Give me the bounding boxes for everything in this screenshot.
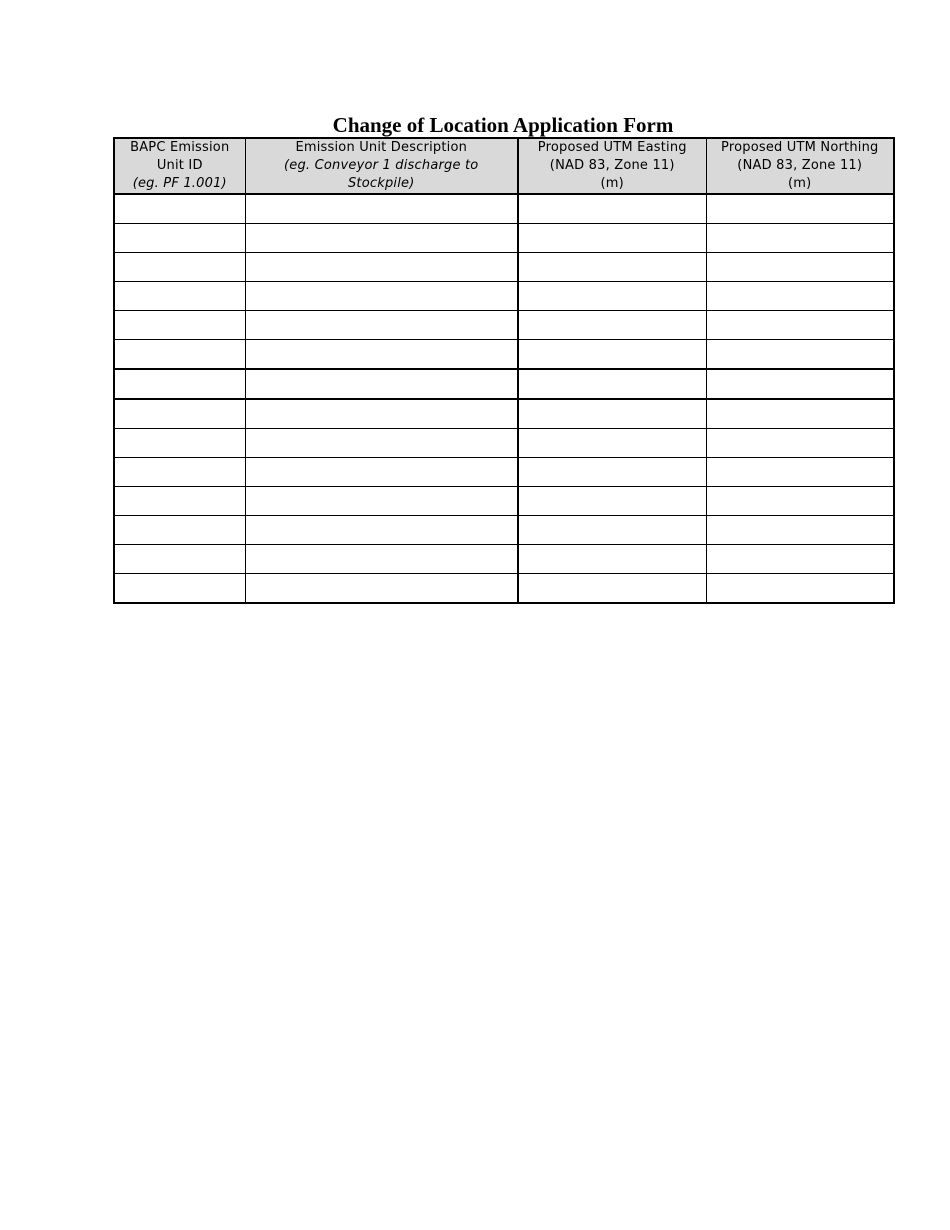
cell-northing[interactable] [706,429,894,458]
header-northing-line-2: (NAD 83, Zone 11) [737,158,863,173]
table-row [114,369,894,399]
cell-northing[interactable] [706,545,894,574]
cell-easting[interactable] [518,311,706,340]
cell-northing[interactable] [706,458,894,487]
cell-northing[interactable] [706,194,894,224]
cell-northing[interactable] [706,369,894,399]
cell-unit-id[interactable] [114,311,245,340]
table-row [114,574,894,604]
cell-easting[interactable] [518,458,706,487]
cell-easting[interactable] [518,282,706,311]
cell-easting[interactable] [518,399,706,429]
cell-unit-id[interactable] [114,516,245,545]
cell-description[interactable] [245,487,518,516]
cell-description[interactable] [245,253,518,282]
header-row [114,138,894,194]
cell-description[interactable] [245,399,518,429]
header-description [245,138,518,194]
header-unit-id-line-1: BAPC Emission [130,140,230,155]
header-northing [706,138,894,194]
table-row [114,516,894,545]
cell-unit-id[interactable] [114,429,245,458]
header-easting-line-3: (m) [600,176,624,191]
header-northing-line-1: Proposed UTM Northing [721,140,879,155]
cell-unit-id[interactable] [114,458,245,487]
cell-description[interactable] [245,311,518,340]
cell-description[interactable] [245,340,518,370]
table-row [114,253,894,282]
cell-unit-id[interactable] [114,282,245,311]
header-description-line-1: Emission Unit Description [295,140,468,155]
cell-northing[interactable] [706,224,894,253]
cell-unit-id[interactable] [114,574,245,604]
cell-easting[interactable] [518,340,706,370]
cell-northing[interactable] [706,516,894,545]
cell-easting[interactable] [518,369,706,399]
cell-northing[interactable] [706,340,894,370]
cell-unit-id[interactable] [114,545,245,574]
cell-northing[interactable] [706,487,894,516]
cell-easting[interactable] [518,516,706,545]
cell-description[interactable] [245,458,518,487]
table-row [114,311,894,340]
table-row [114,340,894,370]
header-unit-id-line-2: Unit ID [156,158,203,173]
cell-unit-id[interactable] [114,253,245,282]
cell-easting[interactable] [518,429,706,458]
cell-northing[interactable] [706,253,894,282]
cell-unit-id[interactable] [114,369,245,399]
header-northing-line-3: (m) [788,176,812,191]
cell-unit-id[interactable] [114,340,245,370]
cell-unit-id[interactable] [114,194,245,224]
cell-description[interactable] [245,574,518,604]
header-unit-id [114,138,245,194]
cell-description[interactable] [245,224,518,253]
header-easting [518,138,706,194]
cell-description[interactable] [245,194,518,224]
cell-description[interactable] [245,282,518,311]
cell-easting[interactable] [518,194,706,224]
header-unit-id-example: (eg. PF 1.001) [132,176,227,191]
cell-easting[interactable] [518,574,706,604]
cell-easting[interactable] [518,545,706,574]
table-row [114,224,894,253]
table-row [114,399,894,429]
table-body [114,194,894,603]
cell-description[interactable] [245,429,518,458]
cell-unit-id[interactable] [114,487,245,516]
header-easting-line-2: (NAD 83, Zone 11) [549,158,675,173]
cell-northing[interactable] [706,399,894,429]
cell-easting[interactable] [518,487,706,516]
cell-northing[interactable] [706,282,894,311]
cell-northing[interactable] [706,311,894,340]
table-row [114,545,894,574]
cell-description[interactable] [245,545,518,574]
cell-description[interactable] [245,369,518,399]
cell-easting[interactable] [518,224,706,253]
location-table [113,137,895,604]
table-row [114,429,894,458]
table-row [114,487,894,516]
header-description-example: (eg. Conveyor 1 discharge to Stockpile) [284,158,479,191]
cell-description[interactable] [245,516,518,545]
form-title: Change of Location Application Form [332,113,674,137]
cell-unit-id[interactable] [114,399,245,429]
cell-northing[interactable] [706,574,894,604]
header-easting-line-1: Proposed UTM Easting [537,140,687,155]
cell-easting[interactable] [518,253,706,282]
cell-unit-id[interactable] [114,224,245,253]
table-row [114,194,894,224]
table-row [114,458,894,487]
table-row [114,282,894,311]
